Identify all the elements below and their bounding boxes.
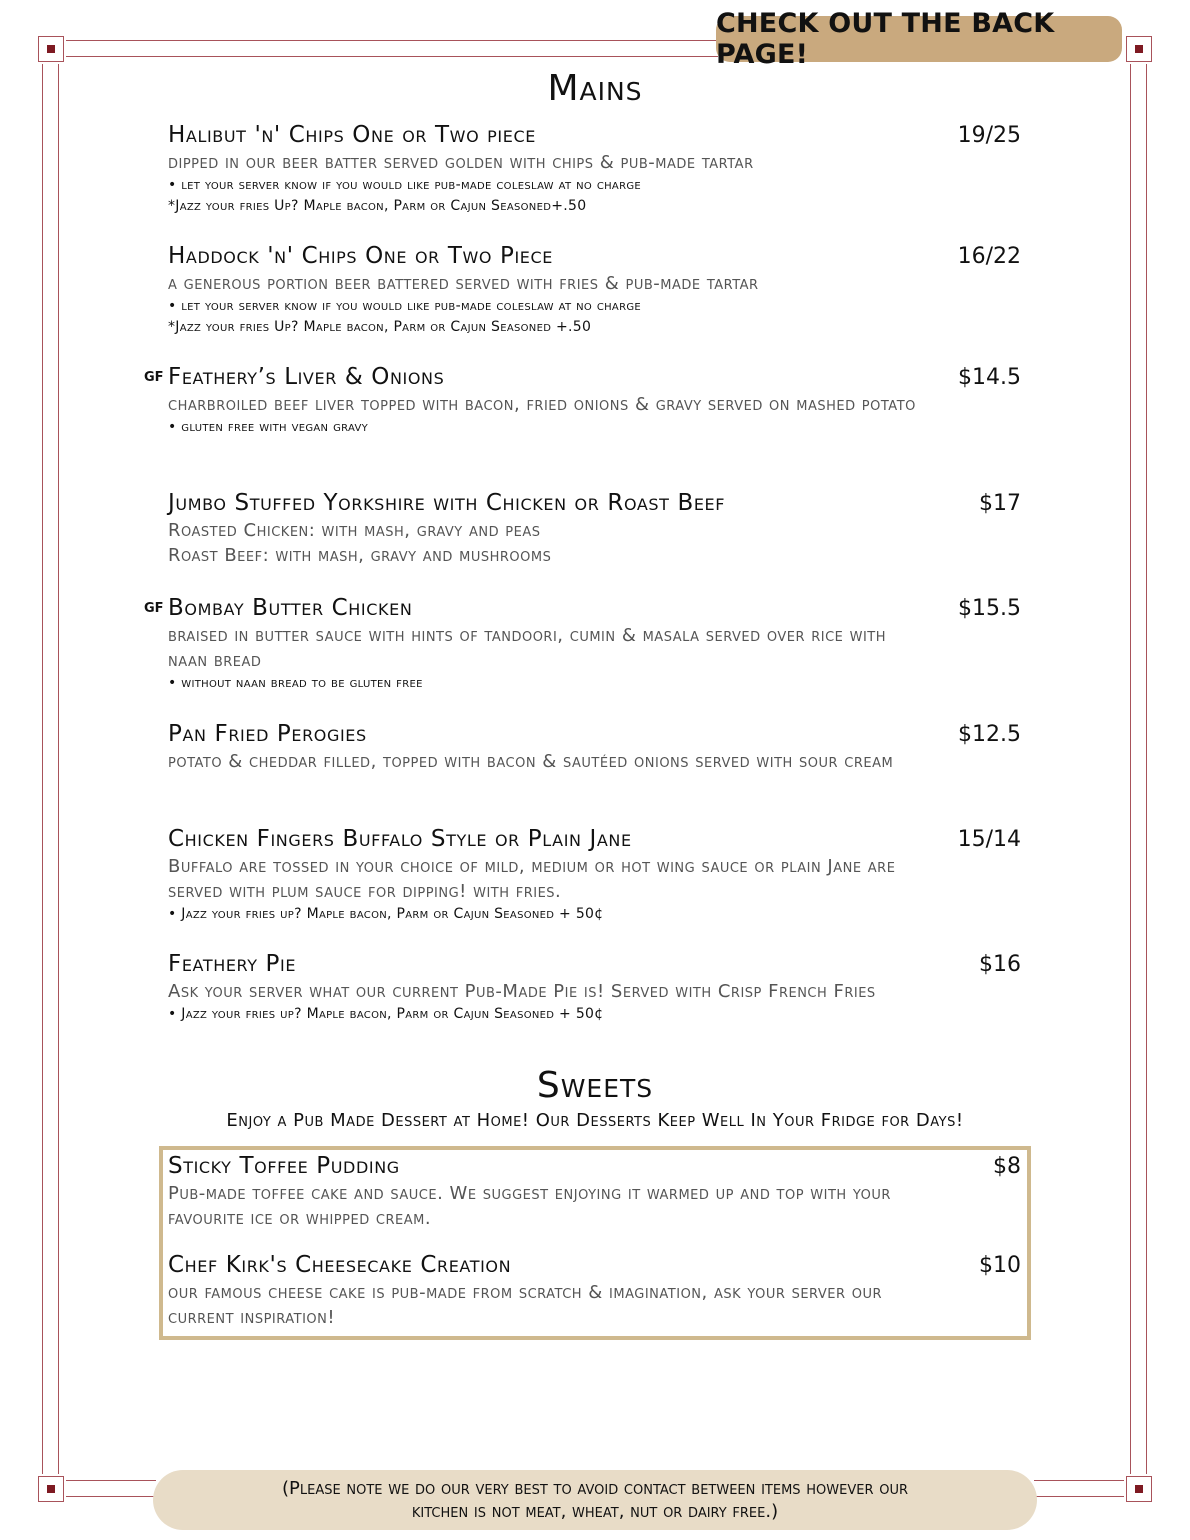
item-name: Chef Kirk's Cheesecake Creation — [168, 1252, 512, 1278]
sweets-subtitle: Enjoy a Pub Made Dessert at Home! Our Desserts Keep Well In Your Fridge for Days! — [226, 1110, 964, 1131]
gluten-free-badge: GF — [144, 370, 164, 385]
menu-item — [168, 490, 1028, 568]
border-line — [66, 56, 718, 57]
item-price: $8 — [993, 1154, 1021, 1179]
item-note: • let your server know if you would like pub-made coleslaw at no charge — [168, 298, 641, 314]
item-price: $14.5 — [958, 365, 1021, 390]
item-note: • let your server know if you would like pub-made coleslaw at no charge — [168, 177, 641, 193]
border-line — [1034, 1480, 1124, 1481]
item-price: 19/25 — [957, 123, 1021, 148]
item-price: $17 — [979, 491, 1021, 516]
back-page-banner: CHECK OUT THE BACK PAGE! — [716, 16, 1122, 62]
menu-item — [168, 826, 1028, 925]
item-name: Jumbo Stuffed Yorkshire with Chicken or Roast Beef — [168, 490, 726, 516]
item-name: Feathery’s Liver & Onions — [168, 364, 445, 390]
item-name: Halibut 'n' Chips One or Two piece — [168, 122, 536, 148]
border-line — [42, 64, 43, 1474]
border-line — [66, 40, 718, 41]
item-description: Roast Beef: with mash, gravy and mushrooms — [168, 545, 552, 566]
menu-item — [168, 243, 1028, 338]
item-name: Bombay Butter Chicken — [168, 595, 413, 621]
border-line — [1130, 64, 1131, 1474]
item-price: 16/22 — [957, 244, 1021, 269]
item-note: • Jazz your fries up? Maple bacon, Parm or Cajun Seasoned + 50¢ — [168, 1006, 604, 1022]
border-line — [1034, 1496, 1124, 1497]
item-name: Sticky Toffee Pudding — [168, 1153, 400, 1179]
gluten-free-badge: GF — [144, 601, 164, 616]
menu-item — [168, 122, 1028, 217]
allergen-note-line: kitchen is not meat, wheat, nut or dairy free.) — [411, 1501, 779, 1522]
item-description: Ask your server what our current Pub-Made Pie is! Served with Crisp French Fries — [168, 981, 876, 1002]
item-description: our famous cheese cake is pub-made from scratch & imagination, ask your server our current inspiration! — [168, 1282, 883, 1328]
corner-ornament — [1126, 36, 1152, 62]
item-price: $15.5 — [958, 596, 1021, 621]
item-note: • gluten free with vegan gravy — [168, 419, 369, 435]
menu-item — [144, 364, 1028, 438]
border-line — [58, 64, 59, 1474]
menu-item — [168, 951, 1028, 1025]
item-description: a generous portion beer battered served with fries & pub-made tartar — [168, 273, 759, 294]
allergen-note-line: (Please note we do our very best to avoid contact between items however our — [281, 1478, 908, 1499]
item-description: Pub-made toffee cake and sauce. We suggest enjoying it warmed up and top with your favourite ice or whipped cream. — [168, 1183, 891, 1229]
item-note: • without naan bread to be gluten free — [168, 675, 423, 691]
corner-ornament — [1126, 1476, 1152, 1502]
item-price: $10 — [979, 1253, 1021, 1278]
allergen-note — [153, 1470, 1037, 1530]
item-price: $12.5 — [958, 722, 1021, 747]
menu-item — [144, 595, 1028, 694]
item-name: Haddock 'n' Chips One or Two Piece — [168, 243, 553, 269]
item-note: *Jazz your fries Up? Maple bacon, Parm or Cajun Seasoned +.50 — [168, 319, 592, 335]
item-name: Pan Fried Perogies — [168, 721, 367, 747]
border-line — [66, 1496, 156, 1497]
mains-title: Mains — [547, 68, 643, 109]
menu-item — [168, 721, 1028, 774]
dessert-item — [168, 1252, 1028, 1330]
sweets-title: Sweets — [536, 1065, 654, 1106]
item-note: • Jazz your fries up? Maple bacon, Parm or Cajun Seasoned + 50¢ — [168, 906, 604, 922]
item-description: charbroiled beef liver topped with bacon, fried onions & gravy served on mashed potato — [168, 394, 916, 415]
item-description: Buffalo are tossed in your choice of mild, medium or hot wing sauce or plain Jane are served with plum sauce for dipping! with fries. — [168, 856, 896, 902]
item-description: Roasted Chicken: with mash, gravy and peas — [168, 520, 541, 541]
item-description: dipped in our beer batter served golden with chips & pub-made tartar — [168, 152, 754, 173]
item-name: Feathery Pie — [168, 951, 297, 977]
corner-ornament — [38, 1476, 64, 1502]
item-description: potato & cheddar filled, topped with bacon & sautéed onions served with sour cream — [168, 751, 894, 772]
item-name: Chicken Fingers Buffalo Style or Plain Jane — [168, 826, 632, 852]
border-line — [1146, 64, 1147, 1474]
item-price: 15/14 — [957, 827, 1021, 852]
item-note: *Jazz your fries Up? Maple bacon, Parm or Cajun Seasoned+.50 — [168, 198, 587, 214]
border-line — [66, 1480, 156, 1481]
corner-ornament — [38, 36, 64, 62]
item-price: $16 — [979, 952, 1021, 977]
item-description: braised in butter sauce with hints of tandoori, cumin & masala served over rice with naan bread — [168, 625, 887, 671]
dessert-item — [168, 1153, 1028, 1231]
